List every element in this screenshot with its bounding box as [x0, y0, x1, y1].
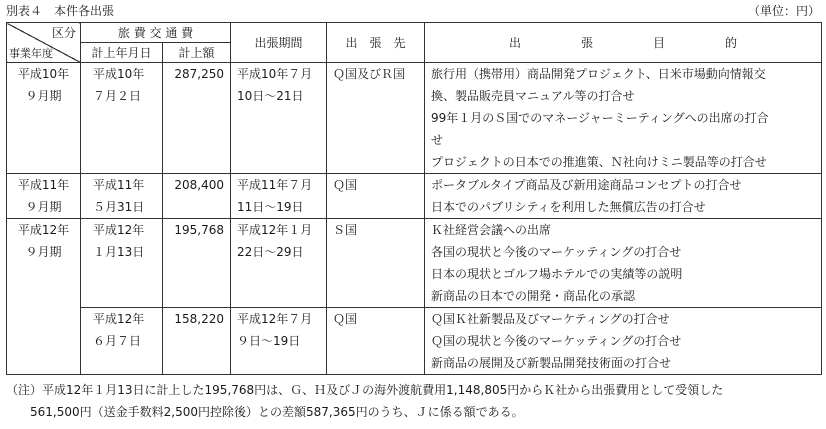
posting-date-line: ６月７日 — [93, 334, 142, 348]
unit-label: （単位：円） — [747, 4, 820, 18]
table-header — [7, 23, 822, 63]
posting-date-header: 計上年月日 — [81, 43, 163, 63]
posting-amount-value: 208,400 — [174, 178, 225, 192]
fiscal-year-line: ９月期 — [25, 245, 62, 259]
destination-cell — [327, 63, 425, 174]
posting-amount-value: 158,220 — [174, 312, 225, 326]
posting-date-cell — [81, 308, 163, 375]
purpose-cell — [425, 174, 822, 219]
table-row — [7, 308, 822, 375]
purpose-line: 日本の現状とゴルフ場ホテルでの実績等の説明 — [431, 267, 683, 281]
trip-period-line: 平成11年７月 — [237, 178, 313, 192]
purpose-line: プロジェクトの日本での推進策、Ｎ社向けミニ製品等の打合せ — [431, 155, 767, 169]
footnote-line: 561,500円（送金手数料2,500円控除後）との差額587,365円のうち、Ｊに係る額である。 — [6, 405, 524, 419]
trip-period-line: 平成10年７月 — [237, 67, 313, 81]
document-header — [6, 3, 820, 19]
purpose-line: Ｑ国Ｋ社新製品及びマーケティングの打合せ — [431, 312, 670, 326]
destination-value: Ｑ国及びＲ国 — [333, 67, 406, 81]
purpose-line: 99年１月のＳ国でのマネージャーミーティングへの出席の打合 — [431, 111, 769, 125]
trip-period-line: 平成12年１月 — [237, 223, 313, 237]
category-header-label: 区分 — [51, 26, 76, 40]
posting-amount-cell — [163, 63, 231, 174]
posting-date-cell — [81, 63, 163, 174]
posting-amount-value: 287,250 — [174, 67, 225, 81]
posting-amount-cell — [163, 219, 231, 308]
table-title: 別表４ 本件各出張 — [6, 4, 115, 18]
posting-date-cell — [81, 219, 163, 308]
fiscal-year-line: ９月期 — [25, 200, 62, 214]
destination-cell — [327, 308, 425, 375]
footnote — [6, 379, 821, 423]
posting-date-line: 平成10年 — [93, 67, 145, 81]
trip-period-cell — [231, 174, 327, 219]
posting-date-line: ５月31日 — [93, 200, 145, 214]
trip-period-line: ９日～19日 — [237, 334, 301, 348]
table-row — [7, 219, 822, 308]
fiscal-year-header-label: 事業年度 — [9, 47, 53, 60]
table-row — [7, 63, 822, 174]
destination-value: Ｓ国 — [333, 223, 358, 237]
purpose-line: 日本でのパブリシティを利用した無償広告の打合せ — [431, 200, 706, 214]
trip-period-line: 22日～29日 — [237, 245, 304, 259]
posting-date-line: 平成12年 — [93, 223, 145, 237]
travel-cost-header: 旅 費 交 通 費 — [81, 23, 231, 43]
purpose-line: 新商品の日本での開発・商品化の承認 — [431, 289, 636, 303]
purpose-line: 換、製品販売員マニュアル等の打合せ — [431, 89, 635, 103]
purpose-line: 新商品の展開及び新製品開発技術面の打合せ — [431, 356, 672, 370]
posting-date-line: ７月２日 — [93, 89, 142, 103]
purpose-line: Ｋ社経営会議への出席 — [431, 223, 552, 237]
category-header-cell — [7, 23, 81, 63]
table-row — [7, 174, 822, 219]
posting-amount-header: 計上額 — [163, 43, 231, 63]
purpose-line: ポータブルタイプ商品及び新用途商品コンセプトの打合せ — [431, 178, 742, 192]
footnote-line: （注）平成12年１月13日に計上した195,768円は、Ｇ、Ｈ及びＪの海外渡航費用1,148,805円からＫ社から出張費用として受領した — [6, 383, 724, 397]
purpose-cell — [425, 219, 822, 308]
fiscal-year-cell — [7, 63, 81, 174]
posting-amount-cell — [163, 174, 231, 219]
purpose-line: Ｑ国の現状と今後のマーケッティングの打合せ — [431, 334, 682, 348]
posting-date-cell — [81, 174, 163, 219]
fiscal-year-line: ９月期 — [25, 89, 62, 103]
trip-period-cell — [231, 63, 327, 174]
destination-value: Ｑ国 — [333, 178, 358, 192]
destination-cell — [327, 219, 425, 308]
purpose-cell — [425, 308, 822, 375]
purpose-line: せ — [431, 133, 444, 147]
posting-amount-cell — [163, 308, 231, 375]
fiscal-year-line: 平成10年 — [17, 67, 70, 81]
posting-date-line: 平成11年 — [93, 178, 145, 192]
fiscal-year-line: 平成11年 — [17, 178, 70, 192]
trip-period-line: 11日～19日 — [237, 200, 304, 214]
purpose-line: 各国の現状と今後のマーケッティングの打合せ — [431, 245, 682, 259]
table-body — [7, 63, 822, 375]
business-trip-table — [6, 22, 822, 375]
posting-date-line: 平成12年 — [93, 312, 145, 326]
purpose-line: 旅行用（携帯用）商品開発プロジェクト、日米市場動向情報交 — [431, 67, 766, 81]
fiscal-year-cell — [7, 174, 81, 219]
purpose-header: 出 張 目 的 — [425, 23, 822, 63]
trip-period-header: 出張期間 — [231, 23, 327, 63]
purpose-cell — [425, 63, 822, 174]
trip-period-cell — [231, 308, 327, 375]
destination-header: 出 張 先 — [327, 23, 425, 63]
fiscal-year-line: 平成12年 — [17, 223, 70, 237]
fiscal-year-cell — [7, 219, 81, 375]
destination-value: Ｑ国 — [333, 312, 358, 326]
trip-period-cell — [231, 219, 327, 308]
trip-period-line: 平成12年７月 — [237, 312, 313, 326]
destination-cell — [327, 174, 425, 219]
posting-amount-value: 195,768 — [174, 223, 225, 237]
trip-period-line: 10日～21日 — [237, 89, 304, 103]
posting-date-line: １月13日 — [93, 245, 145, 259]
